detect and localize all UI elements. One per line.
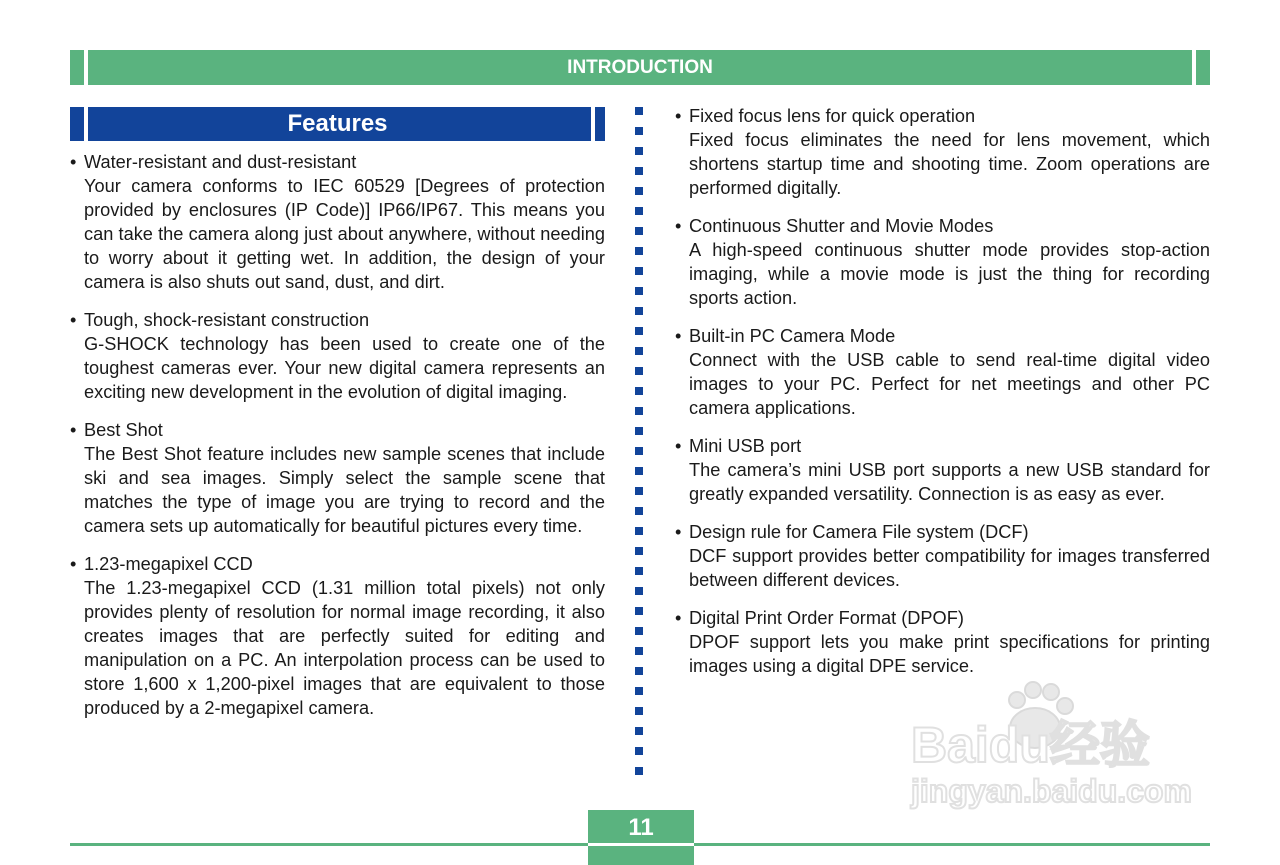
feature-description: Connect with the USB cable to send real-time digital video images to your PC. Perfect for net meetings and other PC camera applications. (689, 350, 1210, 418)
bullet: • (675, 326, 682, 346)
watermark-url: jingyan.baidu.com (911, 773, 1192, 809)
feature-title: Built-in PC Camera Mode (689, 326, 896, 346)
feature-description: A high-speed continuous shutter mode provides stop-action imaging, while a movie mode is just the thing for recording sports action. (689, 240, 1210, 308)
feature-title: Digital Print Order Format (DPOF) (689, 608, 964, 628)
feature-description: G-SHOCK technology has been used to create one of the toughest cameras ever. Your new digital camera represents an exciting new development in the evolution of digital imaging. (84, 334, 605, 402)
feature-item (70, 418, 605, 538)
feature-item (675, 214, 1210, 310)
feature-title: 1.23-megapixel CCD (84, 554, 253, 574)
feature-item (675, 104, 1210, 200)
left-column (70, 150, 605, 734)
feature-description: Your camera conforms to IEC 60529 [Degrees of protection provided by enclosures (IP Code)] IP66/IP67. This means you can take the camera along just about anywhere, without needing to worry about it getting wet. In addition, the design of your camera is also shuts out sand, dust, and dirt. (84, 176, 605, 292)
bullet: • (675, 608, 682, 628)
feature-title: Design rule for Camera File system (DCF) (689, 522, 1029, 542)
header-bar (70, 50, 1210, 85)
bullet: • (70, 152, 77, 172)
feature-description: DCF support provides better compatibility for images transferred between different devices. (689, 546, 1210, 590)
feature-title: Continuous Shutter and Movie Modes (689, 216, 994, 236)
feature-title: Tough, shock-resistant construction (84, 310, 370, 330)
feature-item (675, 606, 1210, 678)
feature-title: Water-resistant and dust-resistant (84, 152, 357, 172)
feature-item (70, 308, 605, 404)
feature-item (70, 150, 605, 294)
feature-description: Fixed focus eliminates the need for lens movement, which shortens startup time and shooting time. Zoom operations are performed digitally. (689, 130, 1210, 198)
column-divider (635, 107, 643, 777)
bullet: • (675, 106, 682, 126)
feature-description: DPOF support lets you make print specifications for printing images using a digital DPE service. (689, 632, 1210, 676)
bullet: • (675, 522, 682, 542)
feature-title: Fixed focus lens for quick operation (689, 106, 976, 126)
feature-item (675, 434, 1210, 506)
header-title: INTRODUCTION (567, 57, 713, 78)
feature-description: The 1.23-megapixel CCD (1.31 million total pixels) not only provides plenty of resolution for normal image recording, it also creates images that are perfectly suited for editing and manipulation on a PC. An interpolation process can be used to store 1,600 x 1,200-pixel images that are equivalent to those produced by a 2-megapixel camera. (84, 578, 605, 718)
bullet: • (675, 436, 682, 456)
right-column (675, 104, 1210, 692)
page-number-box (588, 810, 694, 865)
bullet: • (70, 310, 77, 330)
feature-item (675, 520, 1210, 592)
page-number: 11 (628, 814, 654, 841)
watermark-logo-text: Baidu经验 (911, 717, 1150, 773)
bullet: • (675, 216, 682, 236)
feature-description: The Best Shot feature includes new sample scenes that include ski and sea images. Simply select the sample scene that matches the type of image you are trying to record and the camera sets up automatically for beautiful pictures every time. (84, 444, 605, 536)
baidu-watermark-logo (905, 680, 1205, 810)
section-title: Features (287, 110, 388, 137)
feature-item (675, 324, 1210, 420)
feature-title: Mini USB port (689, 436, 802, 456)
feature-title: Best Shot (84, 420, 163, 440)
feature-item (70, 552, 605, 720)
section-title-bar (70, 107, 605, 141)
bullet: • (70, 420, 77, 440)
bullet: • (70, 554, 77, 574)
page-box-gap (588, 843, 694, 846)
feature-description: The camera’s mini USB port supports a new USB standard for greatly expanded versatility. Connection is as easy as ever. (689, 460, 1210, 504)
